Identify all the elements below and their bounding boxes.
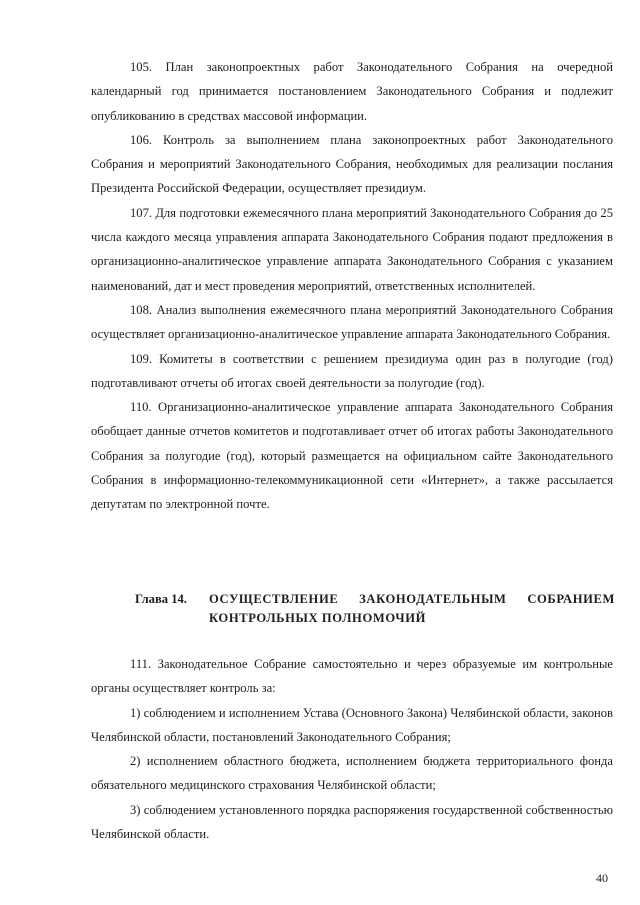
list-item-2: 2) исполнением областного бюджета, исполнением бюджета территориального фонда обязательного медицинского страхования Челябинской области;	[91, 754, 613, 793]
list-item-3: 3) соблюдением установленного порядка распоряжения государственной собственностью Челябинской области.	[91, 802, 613, 842]
paragraph-105: 105. План законопроектных работ Законодательного Собрания на очередной календарный год принимается постановлением Законодательного Собрания и подлежит опубликованию в средствах массовой информации.	[91, 60, 613, 123]
page-number: 40	[596, 871, 608, 885]
chapter-label: Глава 14.	[135, 592, 187, 606]
paragraph-109: 109. Комитеты в соответствии с решением президиума один раз в полугодие (год) подготавливают отчеты об итогах своей деятельности за полугодие (год).	[91, 351, 613, 390]
paragraph-111: 111. Законодательное Собрание самостоятельно и через образуемые им контрольные органы осуществляет контроль за:	[91, 657, 613, 696]
paragraph-107: 107. Для подготовки ежемесячного плана мероприятий Законодательного Собрания до 25 числа каждого месяца управления аппарата Законодательного Собрания подают предложения в организационно-аналитическое управление аппарата Законодательного Собрания с указанием наименований, дат и мест проведения мероприятий, ответственных исполнителей.	[91, 205, 613, 293]
chapter-heading	[135, 590, 615, 628]
paragraphs-before-chapter	[91, 55, 613, 517]
paragraphs-after-chapter	[91, 652, 613, 846]
chapter-title: ОСУЩЕСТВЛЕНИЕ ЗАКОНОДАТЕЛЬНЫМ СОБРАНИЕМ КОНТРОЛЬНЫХ ПОЛНОМОЧИЙ	[209, 592, 615, 625]
paragraph-106: 106. Контроль за выполнением плана законопроектных работ Законодательного Собрания и мероприятий Законодательного Собрания, необходимых для реализации послания Президента Российской Федерации, осуществляет президиум.	[91, 132, 613, 196]
list-item-1: 1) соблюдением и исполнением Устава (Основного Закона) Челябинской области, законов Челябинской области, постановлений Законодательного Собрания;	[91, 705, 613, 744]
paragraph-110: 110. Организационно-аналитическое управление аппарата Законодательного Собрания обобщает данные отчетов комитетов и подготавливает отчет об итогах работы Законодательного Собрания за полугодие (год), который размещается на официальном сайте Законодательного Собрания в информационно-телекоммуникационной сети «Интернет», а также рассылается депутатам по электронной почте.	[91, 400, 613, 512]
paragraph-108: 108. Анализ выполнения ежемесячного плана мероприятий Законодательного Собрания осуществляет организационно-аналитическое управление аппарата Законодательного Собрания.	[91, 302, 613, 342]
